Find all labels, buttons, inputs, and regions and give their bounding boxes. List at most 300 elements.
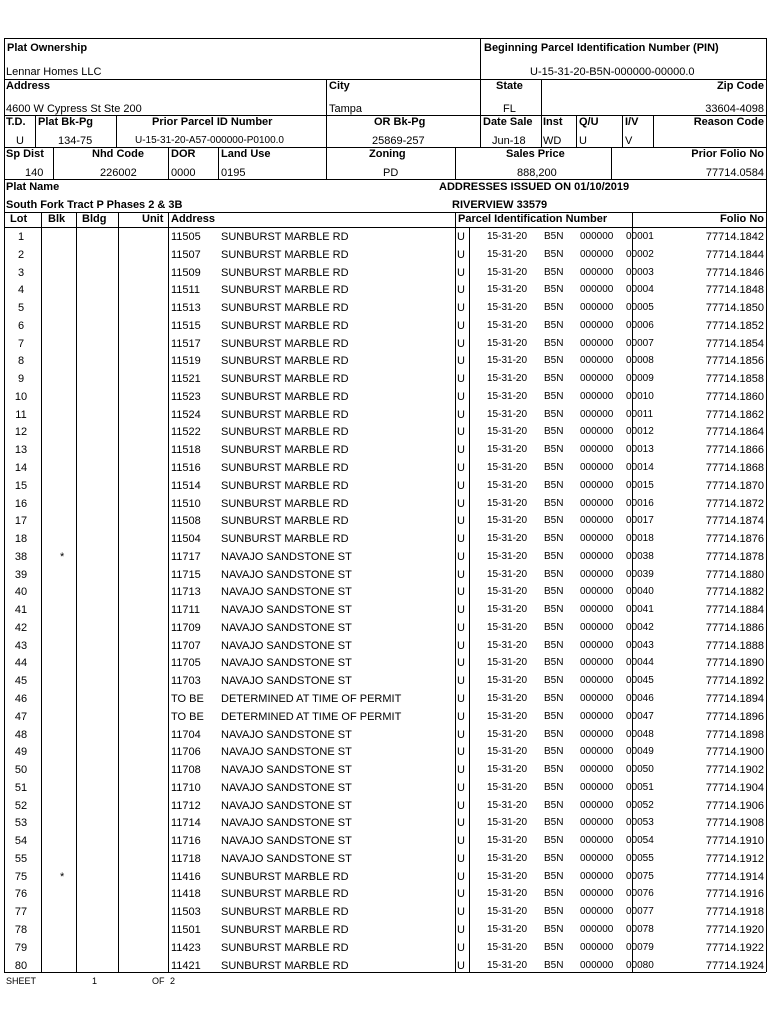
row-pin-block: 000000	[580, 355, 614, 366]
row-pin-block: 000000	[580, 498, 614, 509]
td-value: U	[16, 135, 24, 147]
row-street: SUNBURST MARBLE RD	[221, 302, 349, 314]
owner-state: FL	[503, 103, 516, 115]
row-pin-lot: 00046	[626, 693, 654, 704]
grid-line	[168, 212, 169, 227]
row-pin-section: 15-31-20	[487, 426, 528, 437]
row-pin-lot: 00009	[626, 373, 654, 384]
row-lot: 1	[17, 231, 25, 243]
row-pin-block: 000000	[580, 604, 614, 615]
row-pin-subdivision: B5N	[544, 373, 564, 384]
row-lot: 6	[17, 320, 25, 332]
row-lot: 5	[17, 302, 25, 314]
row-lot: 79	[14, 942, 28, 954]
row-pin-subdivision: B5N	[544, 640, 564, 651]
row-pin-subdivision: B5N	[544, 320, 564, 331]
row-lot: 3	[17, 267, 25, 279]
row-td: U	[457, 764, 465, 776]
col-lot: Lot	[10, 213, 28, 225]
row-street: NAVAJO SANDSTONE ST	[221, 817, 352, 829]
row-lot: 78	[14, 924, 28, 936]
row-td: U	[457, 533, 465, 545]
row-td: U	[457, 231, 465, 243]
row-street: SUNBURST MARBLE RD	[221, 960, 349, 972]
row-pin-section: 15-31-20	[487, 586, 528, 597]
row-pin-lot: 00018	[626, 533, 654, 544]
row-folio: 77714.1906	[705, 800, 764, 812]
row-td: U	[457, 924, 465, 936]
row-street: NAVAJO SANDSTONE ST	[221, 640, 352, 652]
row-lot: 75	[14, 871, 28, 883]
iv-value: V	[625, 135, 633, 147]
row-pin-block: 000000	[580, 409, 614, 420]
row-lot: 39	[14, 569, 28, 581]
row-pin-subdivision: B5N	[544, 782, 564, 793]
zoning-value: PD	[383, 167, 399, 179]
row-pin-block: 000000	[580, 551, 614, 562]
row-pin-subdivision: B5N	[544, 515, 564, 526]
row-pin-lot: 00079	[626, 942, 654, 953]
row-pin-block: 000000	[580, 302, 614, 313]
row-pin-section: 15-31-20	[487, 871, 528, 882]
grid-line	[35, 115, 36, 147]
grid-line	[653, 115, 654, 147]
row-pin-lot: 00011	[626, 409, 654, 420]
row-lot: 48	[14, 729, 28, 741]
row-pin-lot: 00016	[626, 498, 654, 509]
zoning-label: Zoning	[369, 148, 406, 160]
row-pin-block: 000000	[580, 871, 614, 882]
row-street: SUNBURST MARBLE RD	[221, 444, 349, 456]
row-folio: 77714.1852	[705, 320, 764, 332]
row-house-number: 11706	[171, 746, 201, 758]
row-pin-section: 15-31-20	[487, 835, 528, 846]
row-td: U	[457, 906, 465, 918]
row-pin-section: 15-31-20	[487, 480, 528, 491]
date-sale-value: Jun-18	[492, 135, 526, 147]
row-house-number: 11518	[171, 444, 201, 456]
row-pin-section: 15-31-20	[487, 693, 528, 704]
row-house-number: 11709	[171, 622, 201, 634]
row-pin-subdivision: B5N	[544, 835, 564, 846]
row-house-number: 11522	[171, 426, 201, 438]
dor-value: 0000	[171, 167, 196, 179]
row-td: U	[457, 746, 465, 758]
address-label: Address	[6, 80, 51, 92]
row-pin-section: 15-31-20	[487, 284, 528, 295]
grid-line	[455, 212, 456, 227]
row-pin-section: 15-31-20	[487, 498, 528, 509]
row-folio: 77714.1868	[705, 462, 764, 474]
state-label: State	[496, 80, 523, 92]
row-pin-lot: 00075	[626, 871, 654, 882]
row-pin-subdivision: B5N	[544, 746, 564, 757]
row-house-number: 11505	[171, 231, 201, 243]
row-pin-lot: 00043	[626, 640, 654, 651]
row-pin-block: 000000	[580, 764, 614, 775]
grid-line	[455, 227, 456, 972]
row-pin-lot: 00076	[626, 888, 654, 899]
row-td: U	[457, 249, 465, 261]
row-td: U	[457, 498, 465, 510]
row-pin-section: 15-31-20	[487, 622, 528, 633]
row-td: U	[457, 853, 465, 865]
city-label: City	[329, 80, 350, 92]
row-house-number: 11711	[171, 604, 200, 616]
owner-address: 4600 W Cypress St Ste 200	[6, 103, 142, 115]
row-pin-section: 15-31-20	[487, 711, 528, 722]
row-house-number: 11421	[171, 960, 201, 972]
inst-value: WD	[543, 135, 562, 147]
row-pin-lot: 00013	[626, 444, 654, 455]
row-pin-subdivision: B5N	[544, 586, 564, 597]
row-pin-subdivision: B5N	[544, 853, 564, 864]
row-pin-block: 000000	[580, 622, 614, 633]
addresses-issued-title: ADDRESSES ISSUED ON 01/10/2019	[439, 181, 630, 193]
row-pin-lot: 00038	[626, 551, 654, 562]
row-pin-lot: 00049	[626, 746, 654, 757]
row-marker: *	[60, 871, 65, 883]
row-folio: 77714.1858	[705, 373, 764, 385]
dor-label: DOR	[171, 148, 196, 160]
row-pin-block: 000000	[580, 533, 614, 544]
row-house-number: 11515	[171, 320, 201, 332]
row-pin-lot: 00050	[626, 764, 654, 775]
row-street: SUNBURST MARBLE RD	[221, 338, 349, 350]
row-pin-subdivision: B5N	[544, 906, 564, 917]
row-folio: 77714.1842	[705, 231, 764, 243]
prior-parcel-value: U-15-31-20-A57-000000-P0100.0	[135, 135, 284, 146]
pin-label: Beginning Parcel Identification Number (PIN)	[484, 42, 719, 54]
prior-parcel-label: Prior Parcel ID Number	[152, 116, 273, 128]
row-lot: 7	[17, 338, 25, 350]
row-lot: 10	[14, 391, 28, 403]
row-street: SUNBURST MARBLE RD	[221, 355, 349, 367]
row-td: U	[457, 835, 465, 847]
grid-line	[118, 212, 119, 227]
grid-line	[469, 227, 470, 972]
row-house-number: 11703	[171, 675, 201, 687]
row-pin-subdivision: B5N	[544, 675, 564, 686]
row-folio: 77714.1916	[705, 888, 764, 900]
row-street: SUNBURST MARBLE RD	[221, 906, 349, 918]
row-pin-lot: 00055	[626, 853, 654, 864]
row-pin-section: 15-31-20	[487, 675, 528, 686]
row-pin-subdivision: B5N	[544, 391, 564, 402]
row-pin-subdivision: B5N	[544, 302, 564, 313]
row-pin-section: 15-31-20	[487, 302, 528, 313]
row-pin-block: 000000	[580, 249, 614, 260]
row-folio: 77714.1844	[705, 249, 764, 261]
row-pin-block: 000000	[580, 391, 614, 402]
row-street: DETERMINED AT TIME OF PERMIT	[221, 711, 402, 723]
row-lot: 47	[14, 711, 28, 723]
row-pin-subdivision: B5N	[544, 622, 564, 633]
plat-ownership-label: Plat Ownership	[7, 42, 88, 54]
row-pin-block: 000000	[580, 640, 614, 651]
row-pin-lot: 00017	[626, 515, 654, 526]
row-house-number: 11712	[171, 800, 201, 812]
row-pin-subdivision: B5N	[544, 729, 564, 740]
row-folio: 77714.1894	[705, 693, 764, 705]
row-lot: 2	[17, 249, 25, 261]
row-pin-subdivision: B5N	[544, 871, 564, 882]
row-td: U	[457, 409, 465, 421]
row-pin-lot: 00045	[626, 675, 654, 686]
row-pin-subdivision: B5N	[544, 960, 564, 971]
row-house-number: 11713	[171, 586, 201, 598]
row-pin-subdivision: B5N	[544, 249, 564, 260]
row-td: U	[457, 355, 465, 367]
row-td: U	[457, 373, 465, 385]
plat-bkpg-value: 134-75	[58, 135, 93, 147]
row-street: DETERMINED AT TIME OF PERMIT	[221, 693, 402, 705]
grid-line	[4, 179, 766, 180]
row-pin-block: 000000	[580, 942, 614, 953]
row-street: SUNBURST MARBLE RD	[221, 320, 349, 332]
row-house-number: 11717	[171, 551, 201, 563]
col-folio: Folio No	[720, 213, 764, 225]
row-house-number: TO BE	[171, 711, 204, 723]
row-td: U	[457, 480, 465, 492]
row-td: U	[457, 444, 465, 456]
row-street: SUNBURST MARBLE RD	[221, 249, 349, 261]
row-folio: 77714.1848	[705, 284, 764, 296]
row-lot: 13	[14, 444, 28, 456]
row-pin-section: 15-31-20	[487, 924, 528, 935]
row-folio: 77714.1910	[705, 835, 764, 847]
row-lot: 45	[14, 675, 28, 687]
row-folio: 77714.1872	[705, 498, 764, 510]
row-pin-subdivision: B5N	[544, 338, 564, 349]
row-pin-lot: 00001	[626, 231, 654, 242]
row-house-number: TO BE	[171, 693, 204, 705]
grid-line	[53, 147, 54, 179]
row-folio: 77714.1896	[705, 711, 764, 723]
frame-right	[766, 38, 767, 972]
col-bldg: Bldg	[82, 213, 107, 225]
row-lot: 51	[14, 782, 28, 794]
beginning-pin: U-15-31-20-B5N-000000-00000.0	[530, 66, 695, 78]
row-pin-section: 15-31-20	[487, 515, 528, 526]
row-folio: 77714.1890	[705, 657, 764, 669]
row-pin-section: 15-31-20	[487, 960, 528, 971]
row-street: SUNBURST MARBLE RD	[221, 871, 349, 883]
row-house-number: 11510	[171, 498, 201, 510]
row-lot: 55	[14, 853, 28, 865]
row-pin-lot: 00042	[626, 622, 654, 633]
row-folio: 77714.1850	[705, 302, 764, 314]
row-pin-section: 15-31-20	[487, 249, 528, 260]
row-pin-block: 000000	[580, 462, 614, 473]
row-pin-lot: 00041	[626, 604, 654, 615]
or-bkpg-value: 25869-257	[372, 135, 425, 147]
row-folio: 77714.1854	[705, 338, 764, 350]
owner-city: Tampa	[329, 103, 363, 115]
row-street: NAVAJO SANDSTONE ST	[221, 586, 352, 598]
row-pin-section: 15-31-20	[487, 444, 528, 455]
grid-line	[326, 79, 327, 115]
row-lot: 76	[14, 888, 28, 900]
row-folio: 77714.1878	[705, 551, 764, 563]
row-pin-section: 15-31-20	[487, 640, 528, 651]
row-pin-section: 15-31-20	[487, 942, 528, 953]
row-street: NAVAJO SANDSTONE ST	[221, 569, 352, 581]
row-house-number: 11416	[171, 871, 201, 883]
row-folio: 77714.1902	[705, 764, 764, 776]
row-pin-block: 000000	[580, 888, 614, 899]
row-td: U	[457, 338, 465, 350]
row-pin-subdivision: B5N	[544, 480, 564, 491]
land-use-label: Land Use	[221, 148, 271, 160]
row-street: NAVAJO SANDSTONE ST	[221, 675, 352, 687]
row-td: U	[457, 586, 465, 598]
row-pin-lot: 00010	[626, 391, 654, 402]
row-pin-section: 15-31-20	[487, 462, 528, 473]
row-lot: 54	[14, 835, 28, 847]
row-pin-block: 000000	[580, 586, 614, 597]
grid-line	[455, 147, 456, 179]
row-street: SUNBURST MARBLE RD	[221, 498, 349, 510]
row-pin-block: 000000	[580, 569, 614, 580]
row-pin-subdivision: B5N	[544, 498, 564, 509]
row-marker: *	[60, 551, 65, 563]
row-pin-block: 000000	[580, 835, 614, 846]
grid-line	[541, 79, 542, 115]
row-pin-block: 000000	[580, 729, 614, 740]
row-street: NAVAJO SANDSTONE ST	[221, 853, 352, 865]
grid-line	[76, 212, 77, 227]
row-folio: 77714.1856	[705, 355, 764, 367]
grid-line	[118, 227, 119, 972]
row-pin-section: 15-31-20	[487, 853, 528, 864]
row-folio: 77714.1912	[705, 853, 764, 865]
row-street: SUNBURST MARBLE RD	[221, 480, 349, 492]
row-house-number: 11710	[171, 782, 201, 794]
row-pin-section: 15-31-20	[487, 551, 528, 562]
row-pin-subdivision: B5N	[544, 462, 564, 473]
grid-line	[41, 227, 42, 972]
row-pin-subdivision: B5N	[544, 604, 564, 615]
spdist-value: 140	[25, 167, 44, 179]
grid-line	[218, 147, 219, 179]
row-pin-subdivision: B5N	[544, 533, 564, 544]
row-td: U	[457, 320, 465, 332]
row-lot: 49	[14, 746, 28, 758]
row-td: U	[457, 622, 465, 634]
row-pin-subdivision: B5N	[544, 924, 564, 935]
row-house-number: 11503	[171, 906, 201, 918]
row-folio: 77714.1888	[705, 640, 764, 652]
row-td: U	[457, 551, 465, 563]
row-lot: 80	[14, 960, 28, 972]
row-pin-section: 15-31-20	[487, 906, 528, 917]
row-td: U	[457, 675, 465, 687]
row-house-number: 11509	[171, 267, 201, 279]
row-folio: 77714.1924	[705, 960, 764, 972]
row-pin-block: 000000	[580, 444, 614, 455]
row-lot: 77	[14, 906, 28, 918]
row-lot: 46	[14, 693, 28, 705]
row-td: U	[457, 960, 465, 972]
row-folio: 77714.1862	[705, 409, 764, 421]
col-blk: Blk	[48, 213, 66, 225]
row-td: U	[457, 426, 465, 438]
row-pin-subdivision: B5N	[544, 764, 564, 775]
row-pin-lot: 00002	[626, 249, 654, 260]
row-td: U	[457, 640, 465, 652]
row-td: U	[457, 871, 465, 883]
row-house-number: 11523	[171, 391, 201, 403]
row-house-number: 11504	[171, 533, 201, 545]
row-pin-section: 15-31-20	[487, 409, 528, 420]
row-pin-lot: 00008	[626, 355, 654, 366]
row-pin-section: 15-31-20	[487, 764, 528, 775]
row-pin-lot: 00047	[626, 711, 654, 722]
grid-line	[480, 79, 481, 147]
row-pin-section: 15-31-20	[487, 231, 528, 242]
row-street: NAVAJO SANDSTONE ST	[221, 800, 352, 812]
row-pin-block: 000000	[580, 320, 614, 331]
row-street: SUNBURST MARBLE RD	[221, 373, 349, 385]
row-pin-block: 000000	[580, 906, 614, 917]
row-pin-lot: 00080	[626, 960, 654, 971]
row-house-number: 11707	[171, 640, 201, 652]
row-street: NAVAJO SANDSTONE ST	[221, 622, 352, 634]
grid-line	[116, 115, 117, 147]
qu-value: U	[579, 135, 587, 147]
row-lot: 50	[14, 764, 28, 776]
row-pin-subdivision: B5N	[544, 657, 564, 668]
or-bkpg-label: OR Bk-Pg	[374, 116, 426, 128]
row-folio: 77714.1892	[705, 675, 764, 687]
row-pin-subdivision: B5N	[544, 426, 564, 437]
row-pin-block: 000000	[580, 960, 614, 971]
row-pin-subdivision: B5N	[544, 711, 564, 722]
qu-label: Q/U	[579, 116, 599, 128]
row-house-number: 11501	[171, 924, 201, 936]
row-pin-lot: 00004	[626, 284, 654, 295]
row-pin-section: 15-31-20	[487, 355, 528, 366]
row-pin-block: 000000	[580, 231, 614, 242]
row-pin-lot: 00003	[626, 267, 654, 278]
sheet-number: 1	[92, 976, 98, 986]
row-pin-block: 000000	[580, 675, 614, 686]
row-lot: 42	[14, 622, 28, 634]
row-house-number: 11423	[171, 942, 201, 954]
row-pin-section: 15-31-20	[487, 800, 528, 811]
row-street: SUNBURST MARBLE RD	[221, 942, 349, 954]
nhd-code-value: 226002	[100, 167, 137, 179]
row-folio: 77714.1846	[705, 267, 764, 279]
row-pin-subdivision: B5N	[544, 569, 564, 580]
row-pin-lot: 00077	[626, 906, 654, 917]
row-street: SUNBURST MARBLE RD	[221, 533, 349, 545]
row-pin-subdivision: B5N	[544, 888, 564, 899]
row-house-number: 11521	[171, 373, 201, 385]
row-lot: 11	[15, 409, 27, 421]
row-pin-block: 000000	[580, 853, 614, 864]
row-pin-section: 15-31-20	[487, 729, 528, 740]
row-folio: 77714.1904	[705, 782, 764, 794]
row-pin-lot: 00006	[626, 320, 654, 331]
row-house-number: 11513	[171, 302, 201, 314]
row-td: U	[457, 515, 465, 527]
row-pin-block: 000000	[580, 426, 614, 437]
row-td: U	[457, 711, 465, 723]
row-folio: 77714.1874	[705, 515, 764, 527]
row-folio: 77714.1922	[705, 942, 764, 954]
